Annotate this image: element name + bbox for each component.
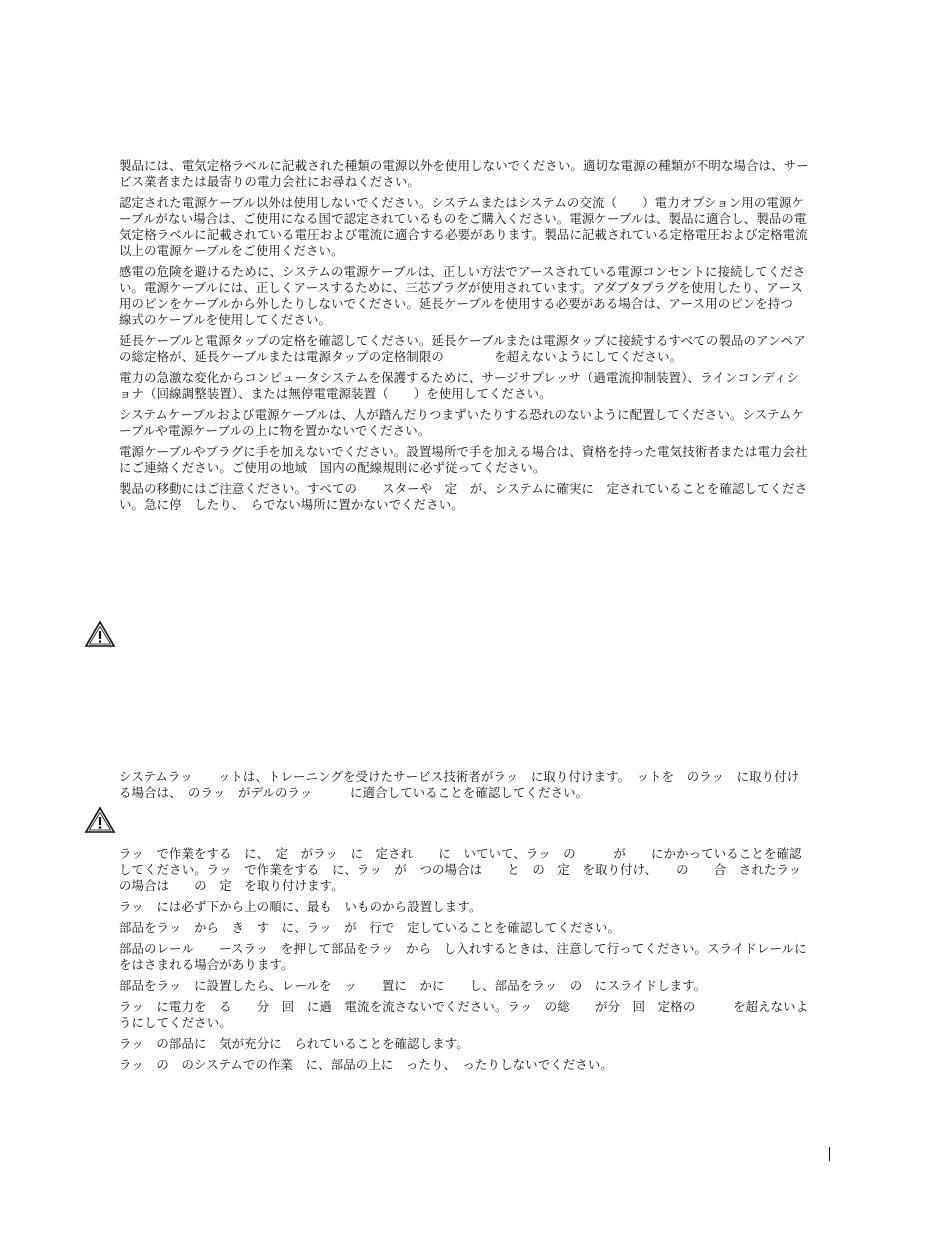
power-paragraph-1: 製品には、電気定格ラベルに記載された種類の電源以外を使用しないでください。適切な電源の種類が不明な場合は、サービス業者または最寄りの電力会社にお尋ねください。 [119, 158, 809, 189]
rack-paragraph-3: 部品をラッ から き す に、ラッ が 行で 定していることを確認してください。 [119, 920, 621, 935]
power-safety-section [119, 158, 809, 518]
page-margin-mark [829, 1147, 830, 1161]
rack-paragraph-7: ラッ の部品に 気が充分に られていることを確認します。 [119, 1036, 469, 1051]
warning-triangle-icon [84, 806, 116, 834]
power-paragraph-2: 認定された電源ケーブル以外は使用しないでください。システムまたはシステムの交流（ ）電力オプション用の電源ケーブルがない場合は、ご使用になる国で認定されているものをご購入ください。電源ケーブルは、製品に適合し、製品の電気定格ラベルに記載されている電圧および電流に適合する必要があります。製品に記載されている定格電圧および定格電流以上の電源ケーブルをご使用ください。 [119, 195, 808, 258]
rack-paragraph-5: 部品をラッ に設置したら、レールを ッ 置に かに し、部品をラッ の にスライドします。 [119, 978, 707, 993]
rack-safety-section [119, 846, 820, 1078]
rack-paragraph-4: 部品のレール ースラッ を押して部品をラッ から し入れするときは、注意して行ってください。スライドレールに をはさまれる場合があります。 [119, 941, 820, 972]
power-paragraph-7: 電源ケーブルやプラグに手を加えないでください。設置場所で手を加える場合は、資格を持った電気技術者または電力会社にご連絡ください。ご使用の地域 国内の配線規則に必ず従ってください。 [119, 444, 808, 475]
rack-paragraph-8: ラッ の のシステムでの作業 に、部品の上に ったり、 ったりしないでください。 [119, 1057, 613, 1072]
power-paragraph-4: 延長ケーブルと電源タップの定格を確認してください。延長ケーブルまたは電源タップに接続するすべての製品のアンペアの総定格が、延長ケーブルまたは電源タップの定格制限の を超えないようにしてください。 [119, 333, 806, 364]
rack-paragraph-2: ラッ には必ず下から上の順に、最も いものから設置します。 [119, 899, 482, 914]
rack-intro-section [119, 769, 809, 806]
power-paragraph-3: 感電の危険を避けるために、システムの電源ケーブルは、正しい方法でアースされている電源コンセントに接続してください。電源ケーブルには、正しくアースするために、三芯プラグが使用されています。アダプタプラグを使用したり、アース用のピンをケーブルから外したりしないでください。延長ケーブルを使用する必要がある場合は、アース用のピンを持つ 線式のケーブルを使用してください。 [119, 264, 810, 327]
rack-paragraph-1: ラッ で作業をする に、 定 がラッ に 定され に いていて、ラッ の が にかかっていることを確認してください。ラッ で作業をする に、ラッ が つの場合は と の 定 を取り付け、 の 合 されたラッ の場合は の 定 を取り付けます。 [119, 846, 814, 893]
rack-paragraph-6: ラッ に電力を る 分 回 に過 電流を流さないでください。ラッ の総 が分 回 定格の を超えないようにしてください。 [119, 999, 809, 1030]
warning-triangle-icon [84, 620, 116, 648]
power-paragraph-5: 電力の急激な変化からコンピュータシステムを保護するために、サージサプレッサ（過電流抑制装置）、ラインコンディショナ（回線調整装置）、または無停電電源装置（ ）を使用してください。 [119, 370, 800, 401]
rack-intro-paragraph: システムラッ ットは、トレーニングを受けたサービス技術者がラッ に取り付けます。 ットを のラッ に取り付ける場合は、 のラッ がデルのラッ に適合していることを確認してください。 [119, 769, 800, 800]
power-paragraph-8: 製品の移動にはご注意ください。すべての スターや 定 が、システムに確実に 定されていることを確認してください。急に停 したり、 らでない場所に置かないでください。 [119, 481, 808, 512]
power-paragraph-6: システムケーブルおよび電源ケーブルは、人が踏んだりつまずいたりする恐れのないように配置してください。システムケーブルや電源ケーブルの上に物を置かないでください。 [119, 407, 805, 438]
